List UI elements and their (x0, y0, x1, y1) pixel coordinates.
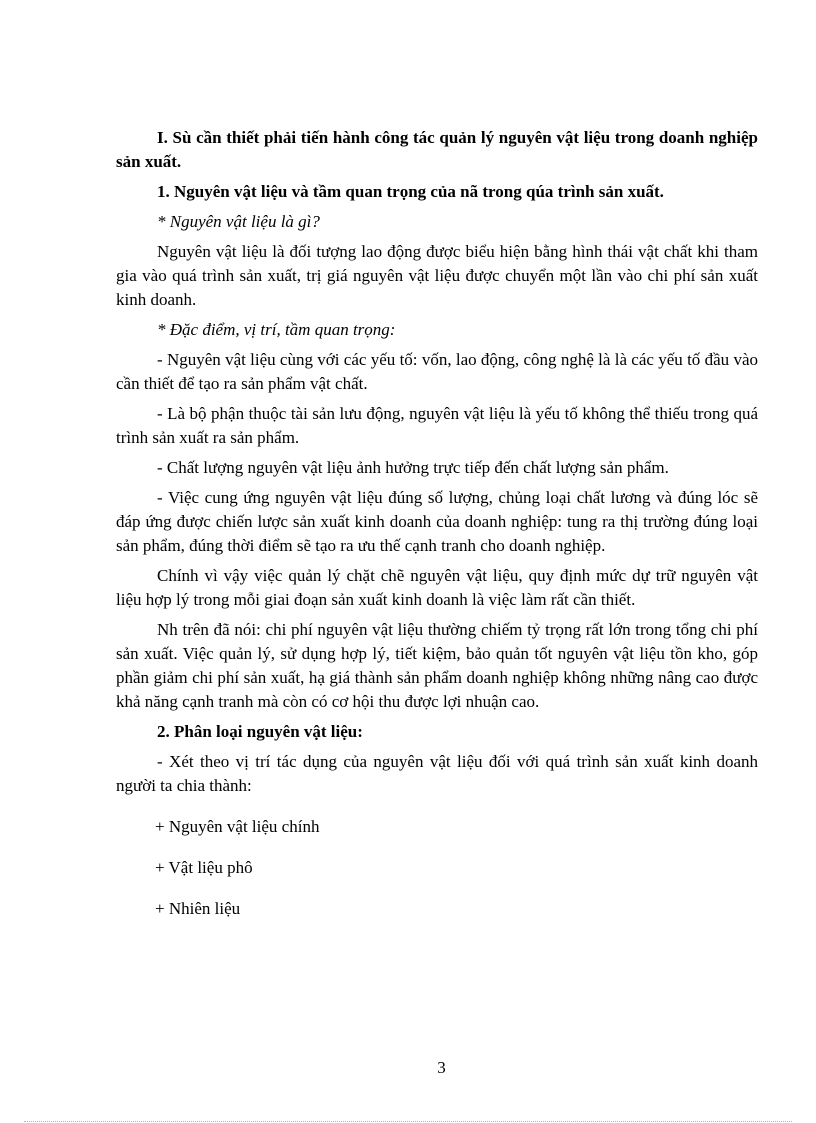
bullet-quality: - Chất lượng nguyên vật liệu ảnh hưởng trực tiếp đến chất lượng sản phẩm. (157, 458, 669, 477)
bullet-inputs: - Nguyên vật liệu cùng với các yếu tố: vốn, lao động, công nghệ là là các yếu tố đầu vào cần thiết để tạo ra sản phẩm vật chất. (116, 350, 758, 393)
bullet-supply: - Việc cung ứng nguyên vật liệu đúng số lượng, chủng loại chất lương và đúng lóc sẽ đáp ứng được chiến lược sản xuất kinh doanh của doanh nghiệp: tung ra thị trường đúng loại sản phẩm, đúng thời điểm sẽ tạo ra ưu thế cạnh tranh cho doanh nghiệp. (116, 488, 758, 555)
section-heading-2: 1. Nguyên vật liệu và tầm quan trọng của nã trong qúa trình sản xuất. (157, 182, 664, 201)
paragraph-definition: Nguyên vật liệu là đối tượng lao động được biểu hiện bằng hình thái vật chất khi tham gia vào quá trình sản xuất, trị giá nguyên vật liệu được chuyển một lần vào chi phí sản xuất kinh doanh. (116, 242, 758, 309)
question-characteristics: * Đặc điểm, vị trí, tầm quan trọng: (157, 320, 396, 339)
question-what-is-material: * Nguyên vật liệu là gì? (157, 212, 320, 231)
section-heading-3: 2. Phân loại nguyên vật liệu: (157, 722, 363, 741)
list-item: + Vật liệu phô (155, 858, 253, 877)
paragraph-cost-importance: Nh trên đã nói: chi phí nguyên vật liệu thường chiếm tỷ trọng rất lớn trong tổng chi phí sản xuất. Việc quản lý, sử dụng hợp lý, tiết kiệm, bảo quản tốt nguyên vật liệu tồn kho, góp phần giảm chi phí sản xuất, hạ giá thành sản phẩm doanh nghiệp không những nâng cao được khả năng cạnh tranh mà còn có cơ hội thu được lợi nhuận cao. (116, 620, 758, 711)
bullet-current-assets: - Là bộ phận thuộc tài sản lưu động, nguyên vật liệu là yếu tố không thể thiếu trong quá trình sản xuất ra sản phẩm. (116, 404, 758, 447)
document-page (116, 126, 758, 927)
list-item: + Nhiên liệu (155, 899, 241, 918)
paragraph-classification: - Xét theo vị trí tác dụng của nguyên vật liệu đối với quá trình sản xuất kinh doanh người ta chia thành: (116, 752, 758, 795)
paragraph-management: Chính vì vậy việc quản lý chặt chẽ nguyên vật liệu, quy định mức dự trữ nguyên vật liệu hợp lý trong mỗi giai đoạn sản xuất kinh doanh là việc làm rất cần thiết. (116, 566, 758, 609)
page-number: 3 (437, 1058, 446, 1077)
section-heading-1: I. Sù cần thiết phải tiến hành công tác quản lý nguyên vật liệu trong doanh nghiệp sản xuất. (116, 128, 758, 171)
footer-divider (24, 1121, 792, 1122)
list-item: + Nguyên vật liệu chính (155, 817, 320, 836)
